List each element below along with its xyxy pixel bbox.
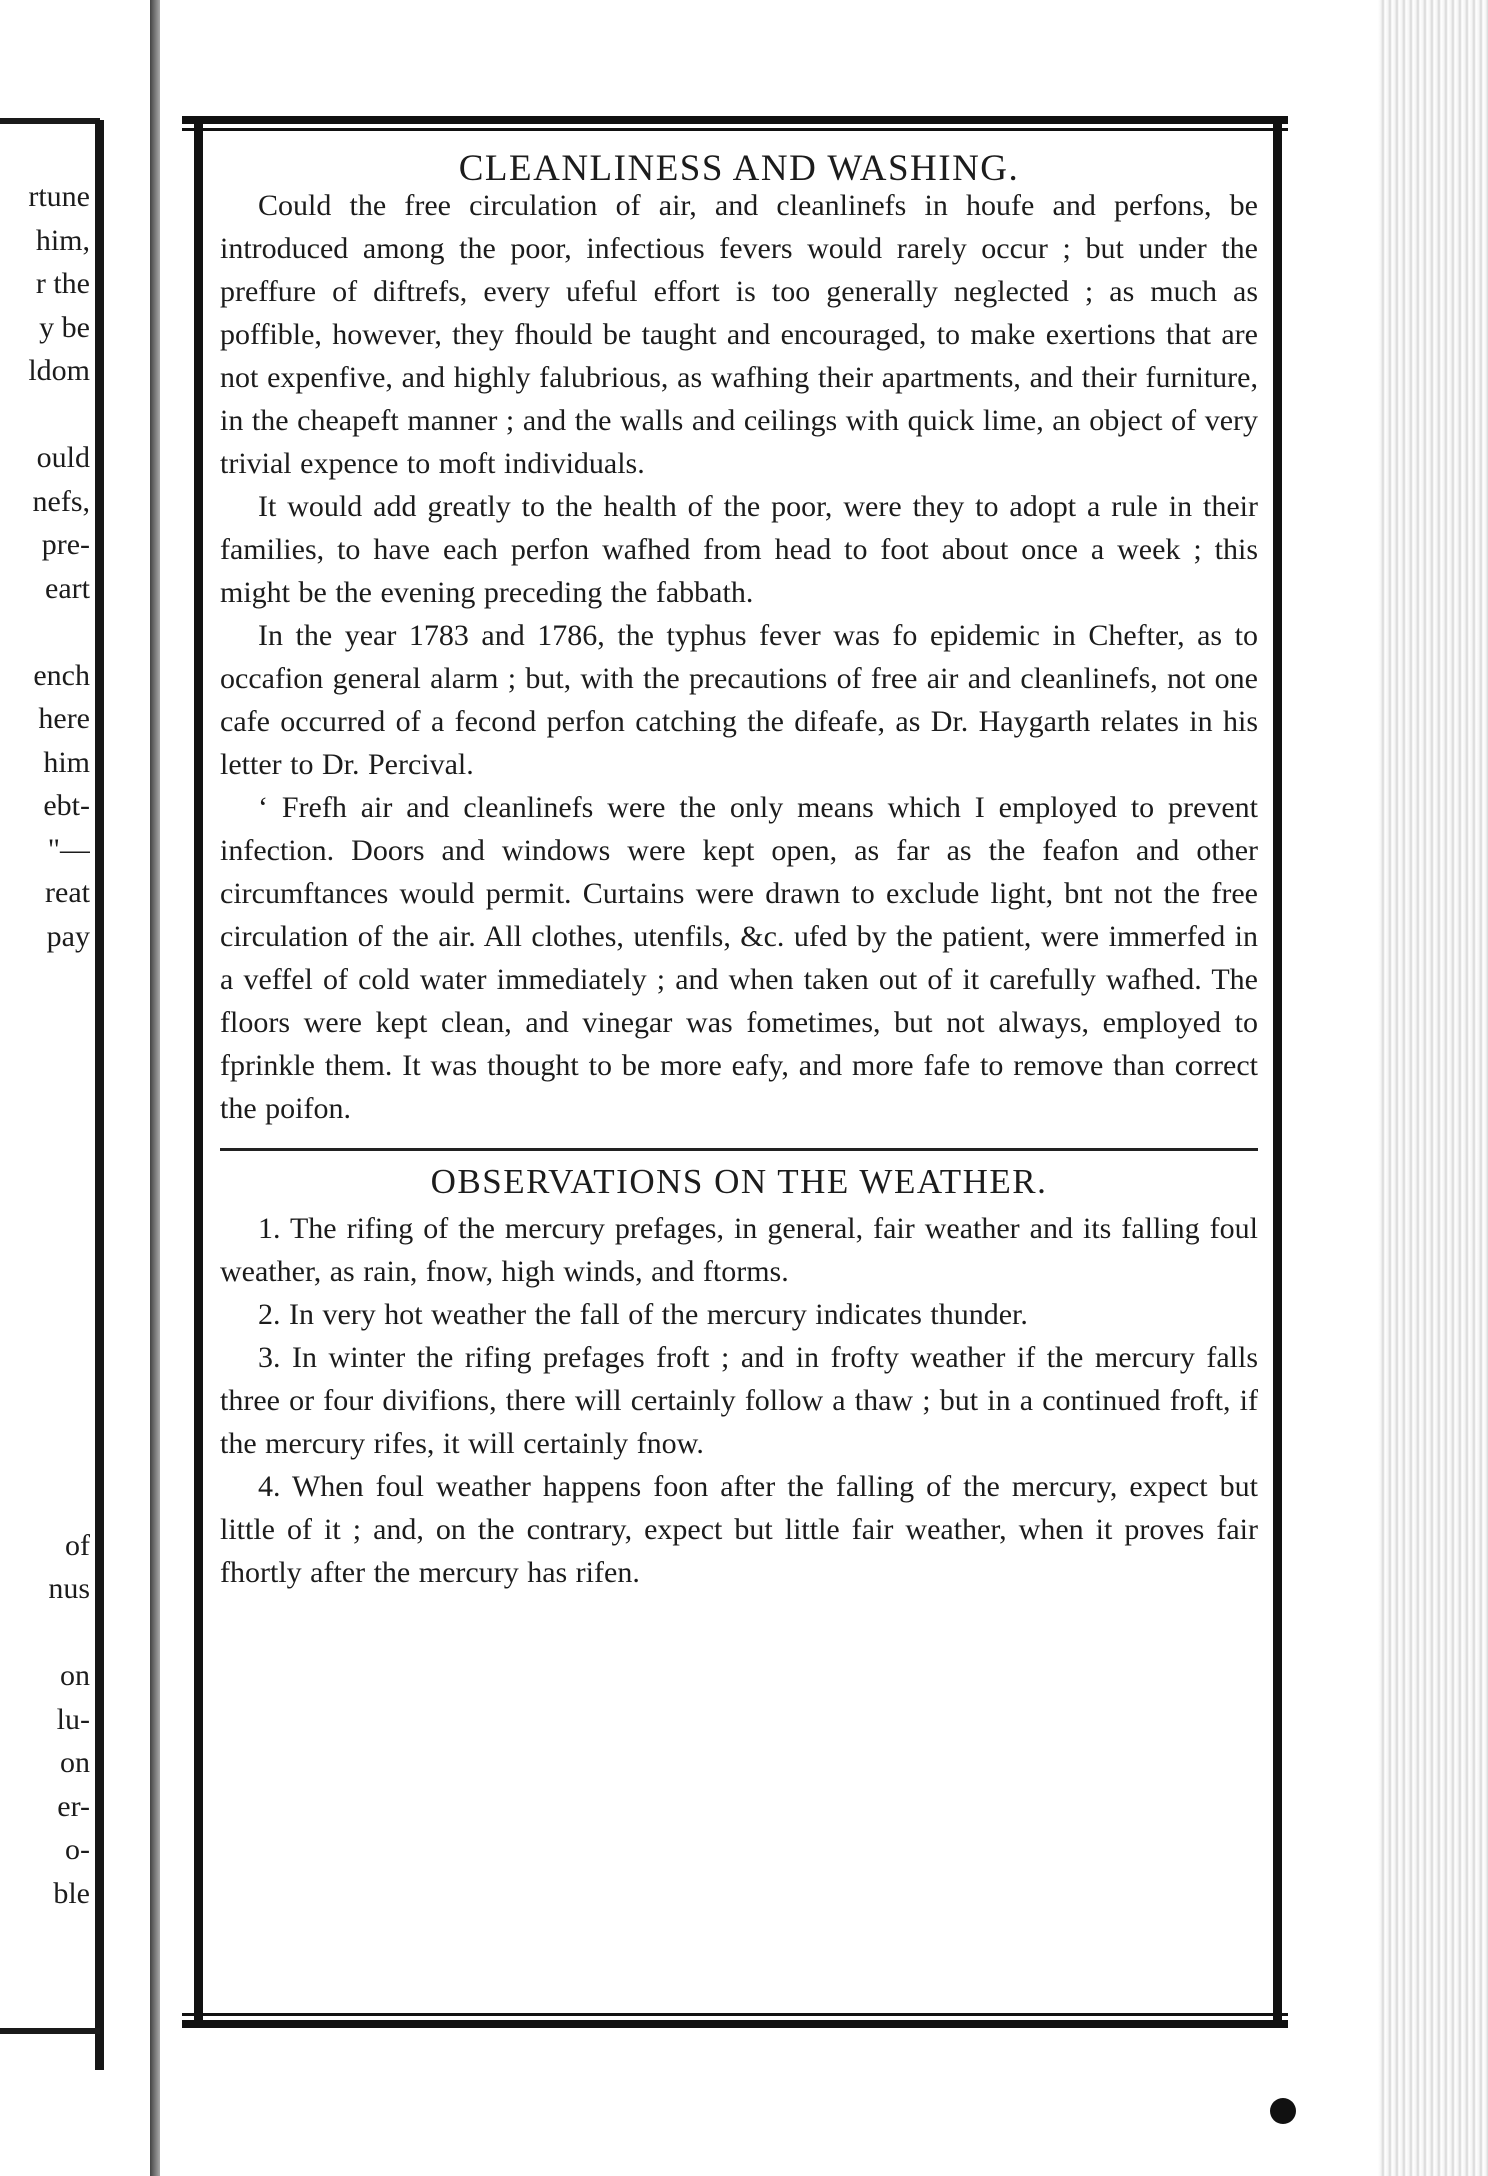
page-frame (188, 122, 1282, 2022)
facing-page-line: ould (36, 441, 90, 474)
facing-page-line: eart (45, 571, 90, 605)
facing-page-line (0, 1132, 90, 1176)
section-divider (220, 1148, 1258, 1151)
facing-page-line: ebt- (43, 789, 90, 822)
facing-page-line: "— (47, 832, 90, 866)
facing-page-line: on (60, 1659, 90, 1692)
facing-page-border-rule (95, 120, 104, 2070)
frame-right-rule (1273, 122, 1282, 2022)
facing-page-line: of (65, 1528, 90, 1562)
facing-page-line: ble (53, 1876, 90, 1910)
frame-left-rule (194, 122, 203, 2022)
facing-page-line (0, 1263, 90, 1307)
facing-page-line (0, 1219, 90, 1263)
facing-page-line (0, 1176, 90, 1220)
facing-page-line (0, 1437, 90, 1481)
article-paragraph: Could the free circulation of air, and cleanlinefs in houfe and perfons, be introduced among the poor, infectious fevers would rarely occur ; but under the preffure of diftrefs, every ufeful effort is too generally neglected ; as much as poffible, however, they fhould be taught and encouraged, to make exertions that are not expenfive, and highly falubrious, as wafhing their apartments, and their furniture, in the cheapeft manner ; and the walls and ceilings with quick lime, an object of very trivial expence to moft individuals. (220, 189, 1258, 480)
article-paragraph: ‘ Frefh air and cleanlinefs were the only means which I employed to prevent infection. Doors and windows were kept open, as far as the feafon and other circumftances would permit. Curtains were drawn to exclude light, bnt not the free circulation of the air. All clothes, utenfils, &c. ufed by the patient, were immerfed in a veffel of cold water immediately ; and when taken out of it carefully wafhed. The floors were kept clean, and vinegar was fometimes, but not always, employed to fprinkle them. It was thought to be more eafy, and more fafe to remove than correct the poifon. (220, 791, 1258, 1125)
facing-page-line (0, 1393, 90, 1437)
facing-page-line: on (60, 1746, 90, 1779)
facing-page-text (0, 175, 90, 1915)
facing-page-line: r the (35, 267, 90, 300)
frame-bottom-rule (182, 2020, 1288, 2028)
article-paragraph: 2. In very hot weather the fall of the mercury indicates thunder. (258, 1298, 1028, 1331)
facing-page-line: o- (65, 1833, 90, 1866)
facing-page-line (0, 1045, 90, 1089)
frame-top-rule (182, 116, 1288, 124)
book-gutter (150, 0, 160, 2176)
article-title: CLEANLINESS AND WASHING. (458, 148, 1020, 182)
ink-blot (1270, 2098, 1296, 2124)
article-paragraph: 3. In winter the rifing prefages froft ; and in frofty weather if the mercury falls three or four divifions, there will certainly follow a thaw ; but in a continued froft, if the mercury rifes, it will certainly fnow. (220, 1341, 1258, 1460)
facing-page-line: y be (39, 310, 90, 344)
facing-page-bottom-rule (0, 2028, 100, 2034)
facing-page-line: er- (57, 1789, 90, 1823)
facing-page-line: ench (33, 658, 90, 692)
facing-page-line (0, 610, 90, 654)
facing-page-line (0, 1350, 90, 1394)
frame-bottom-thin-rule (182, 2013, 1288, 2016)
facing-page-line (0, 1002, 90, 1046)
facing-page-line: pre- (41, 528, 90, 561)
article-paragraph: It would add greatly to the health of the poor, were they to adopt a rule in their families, to have each perfon wafhed from head to foot about once a week ; this might be the evening preceding the fabbath. (220, 490, 1258, 609)
facing-page-line (0, 958, 90, 1002)
facing-page-line: rtune (28, 180, 90, 213)
facing-page-fragment (0, 0, 160, 2176)
facing-page-line: here (38, 702, 90, 735)
facing-page-line (0, 1480, 90, 1524)
facing-page-line: pay (46, 919, 90, 953)
article-title: OBSERVATIONS ON THE WEATHER. (430, 1162, 1048, 1201)
page-content (220, 148, 1258, 1594)
facing-page-line: nus (48, 1572, 90, 1605)
frame-top-thin-rule (182, 128, 1288, 131)
article-weather (220, 1157, 1258, 1594)
facing-page-line: ldom (28, 354, 90, 387)
facing-page-line (0, 393, 90, 437)
article-cleanliness (220, 148, 1258, 1130)
facing-page-line (0, 1306, 90, 1350)
facing-page-line: lu- (56, 1702, 90, 1736)
facing-page-line: him, (35, 223, 90, 257)
article-paragraph: 1. The rifing of the mercury prefages, in general, fair weather and its falling foul weather, as rain, fnow, high winds, and ftorms. (220, 1212, 1258, 1288)
facing-page-line: reat (45, 876, 90, 909)
facing-page-top-rule (0, 118, 100, 124)
page-edge-stack (1378, 0, 1488, 2176)
article-paragraph: In the year 1783 and 1786, the typhus fever was fo epidemic in Chefter, as to occafion general alarm ; but, with the precautions of free air and cleanlinefs, not one cafe occurred of a fecond perfon catching the difeafe, as Dr. Haygarth relates in his letter to Dr. Percival. (220, 619, 1258, 781)
facing-page-line (0, 1089, 90, 1133)
facing-page-line: him (43, 745, 90, 779)
facing-page-line (0, 1611, 90, 1655)
article-paragraph: 4. When foul weather happens foon after the falling of the mercury, expect but little of it ; and, on the contrary, expect but little fair weather, when it proves fair fhortly after the mercury has rifen. (220, 1470, 1258, 1589)
facing-page-line: nefs, (32, 484, 90, 518)
